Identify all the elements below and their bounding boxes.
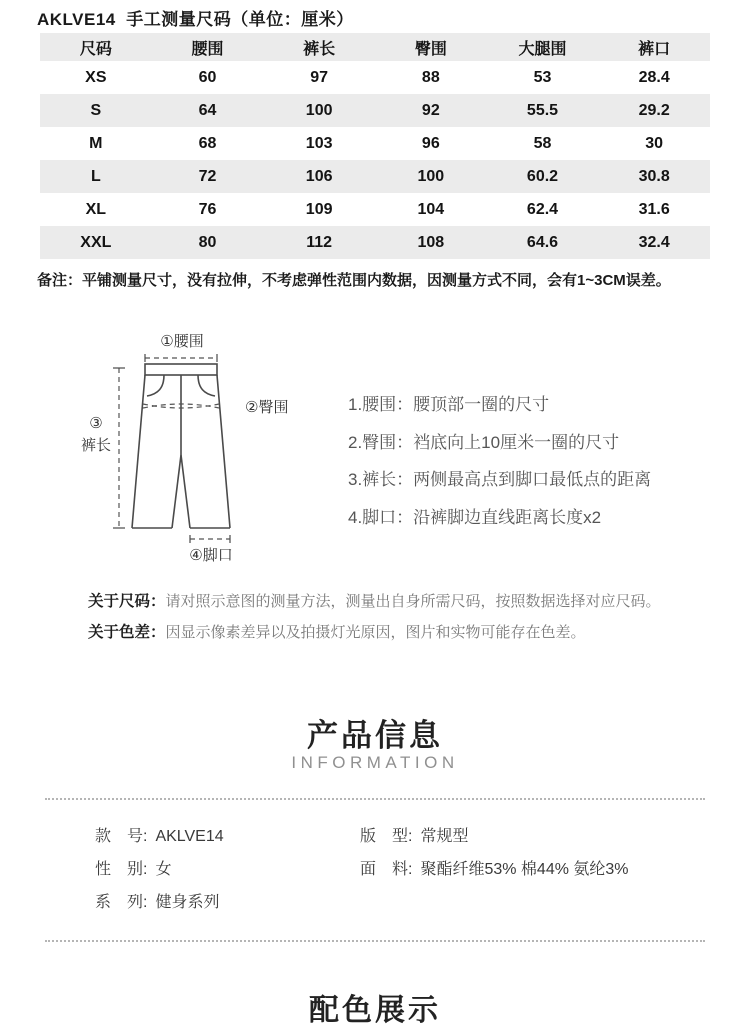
about-color-text: 因显示像素差异以及拍摄灯光原因，图片和实物可能存在色差。: [165, 624, 586, 641]
cell: 62.4: [526, 200, 559, 218]
cell: 72: [198, 167, 217, 185]
guide-line-waist: 1.腰围：腰顶部一圈的尺寸: [348, 395, 550, 414]
cell: 100: [417, 167, 445, 185]
about-notes: [88, 586, 661, 648]
info-row-fabric: [360, 853, 629, 886]
color-showcase-title: 配色展示: [309, 994, 441, 1027]
dotted-divider: [45, 940, 705, 942]
cell: 55.5: [526, 101, 559, 119]
page-title: AKLVE14 手工测量尺码（单位：厘米）: [37, 10, 354, 29]
col-header-length: 裤长: [303, 40, 336, 58]
cell: 30.8: [638, 167, 670, 185]
info-label: 版 型:: [360, 828, 413, 845]
cell: 29.2: [638, 101, 670, 119]
about-color-line: [88, 617, 661, 648]
cell: 96: [421, 134, 440, 152]
table-row: [40, 160, 710, 193]
info-label: 面 料:: [360, 861, 413, 878]
info-row-series: [95, 886, 224, 919]
product-info-subtitle: INFORMATION: [291, 753, 459, 772]
cell: 80: [198, 233, 217, 251]
cell: 103: [305, 134, 333, 152]
left-pocket: [147, 375, 164, 396]
cell: 106: [305, 167, 333, 185]
cell: 104: [417, 200, 445, 218]
about-size-text: 请对照示意图的测量方法，测量出自身所需尺码，按照数据选择对应尺码。: [165, 593, 661, 610]
guide-line-hem: 4.脚口：沿裤脚边直线距离长度x2: [348, 507, 602, 527]
info-label: 款 号:: [95, 828, 148, 845]
col-header-size: 尺码: [79, 40, 112, 58]
cell: M: [89, 134, 103, 152]
cell: 88: [421, 68, 440, 86]
diagram-length-number: ③: [89, 415, 103, 432]
cell: 60: [198, 68, 217, 86]
col-header-thigh: 大腿围: [518, 40, 567, 58]
cell: 53: [533, 68, 552, 86]
cell: 31.6: [638, 200, 670, 218]
col-header-hem: 裤口: [638, 40, 671, 58]
cell: XS: [85, 68, 107, 86]
cell: XXL: [80, 233, 112, 251]
col-header-hip: 臀围: [414, 40, 447, 58]
diagram-length-label: 裤长: [80, 437, 112, 454]
cell: 112: [306, 233, 333, 251]
cell: 109: [305, 200, 333, 218]
product-info-left-column: [95, 820, 224, 919]
cell: 64: [198, 101, 217, 119]
cell: 76: [198, 200, 217, 218]
dotted-divider: [45, 798, 705, 800]
table-row: [40, 127, 710, 160]
size-table-header-row: [40, 33, 710, 61]
measurement-note: 备注：平铺测量尺寸，没有拉伸，不考虑弹性范围内数据，因测量方式不同，会有1~3CM误差。: [37, 272, 671, 289]
table-row: [40, 193, 710, 226]
cell: 60.2: [526, 167, 559, 185]
size-table: [40, 33, 710, 259]
cell: 64.6: [526, 233, 559, 251]
guide-line-hip: 2.臀围：裆底向上10厘米一圈的尺寸: [348, 432, 620, 452]
cell: L: [90, 167, 101, 185]
cell: 68: [198, 134, 217, 152]
info-row-model: [95, 820, 224, 853]
table-row: [40, 226, 710, 259]
col-header-waist: 腰围: [191, 40, 224, 58]
cell: 108: [417, 233, 445, 251]
measure-guide: [348, 386, 651, 536]
cell: 28.4: [638, 68, 670, 86]
waistband: [145, 364, 217, 375]
info-value: AKLVE14: [155, 828, 224, 845]
cell: 92: [421, 101, 440, 119]
info-row-fit: [360, 820, 629, 853]
cell: S: [90, 101, 102, 119]
cell: XL: [85, 200, 107, 218]
right-pocket: [198, 375, 215, 396]
info-label: 系 列:: [95, 894, 148, 911]
cell: 32.4: [638, 233, 670, 251]
product-info-right-column: [360, 820, 629, 886]
pants-measurement-diagram: [52, 328, 352, 568]
product-info-title: 产品信息: [307, 718, 443, 753]
info-row-gender: [95, 853, 224, 886]
diagram-hem-label: ④脚口: [189, 547, 233, 564]
cell: 30: [645, 134, 664, 152]
table-row: [40, 94, 710, 127]
cell: 58: [533, 134, 552, 152]
diagram-hip-label: ②臀围: [245, 399, 289, 416]
info-label: 性 别:: [95, 861, 148, 878]
diagram-waist-label: ①腰围: [160, 333, 204, 350]
info-value: 聚酯纤维53% 棉44% 氨纶3%: [420, 861, 629, 878]
about-size-line: [88, 586, 661, 617]
table-row: [40, 61, 710, 94]
info-value: 健身系列: [155, 894, 220, 911]
cell: 97: [310, 68, 329, 86]
info-value: 女: [155, 861, 172, 878]
cell: 100: [305, 101, 333, 119]
info-value: 常规型: [420, 828, 469, 845]
about-size-label: 关于尺码：: [88, 593, 166, 610]
guide-line-length: 3.裤长：两侧最高点到脚口最低点的距离: [348, 470, 652, 489]
about-color-label: 关于色差：: [88, 624, 166, 641]
